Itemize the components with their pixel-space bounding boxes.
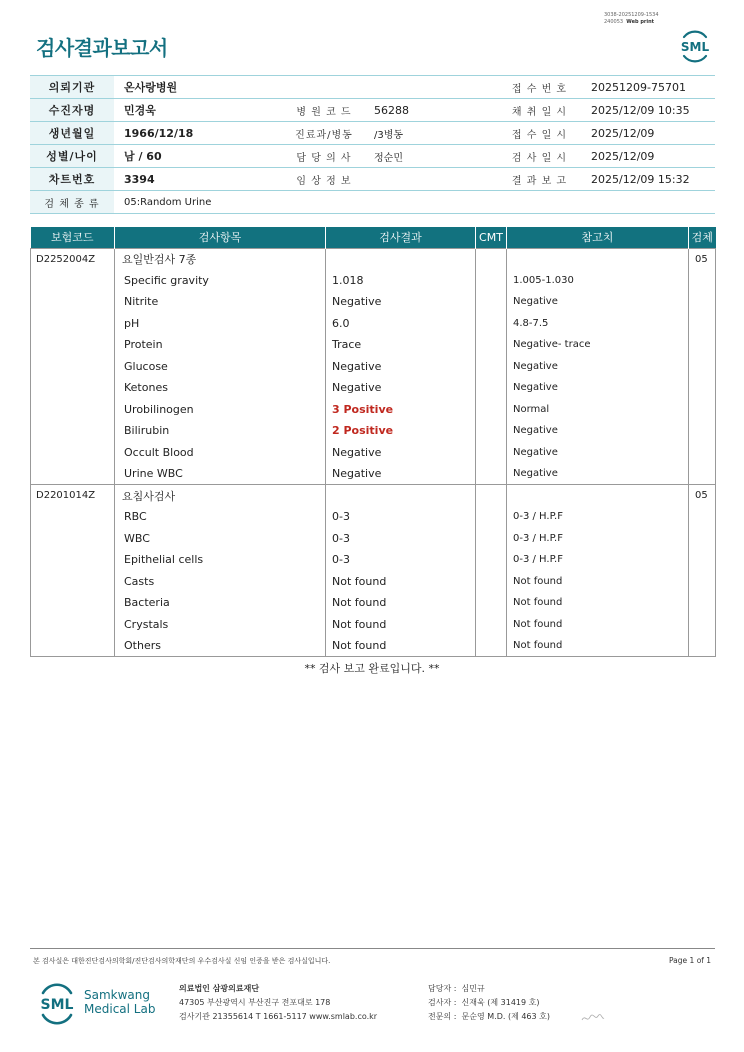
- test-group-name: 요침사검사: [115, 485, 326, 507]
- code-cell: [31, 506, 115, 528]
- tester-value: 신재욱 (제 31419 호): [461, 998, 540, 1007]
- specimen-cell: [689, 270, 716, 292]
- sml-logo-icon: [36, 980, 78, 1026]
- insurance-code: D2201014Z: [31, 485, 115, 507]
- footer-divider: [30, 948, 715, 949]
- col-header-item: 검사항목: [115, 227, 326, 248]
- brand-line1: Samkwang: [84, 988, 150, 1002]
- sml-logo-text: SML: [40, 997, 74, 1013]
- code-cell: [31, 270, 115, 292]
- completion-note: ** 검사 보고 완료입니다. **: [304, 662, 440, 675]
- cmt-cell: [476, 291, 507, 313]
- test-item-name: WBC: [115, 528, 326, 550]
- table-row: [31, 356, 716, 378]
- reference-value: Negative: [507, 420, 689, 442]
- clinical-value: [364, 168, 498, 191]
- table-row: [31, 270, 716, 292]
- result-value: Not found: [326, 571, 476, 593]
- chart-no-label: 차트번호: [30, 168, 114, 191]
- code-cell: [31, 334, 115, 356]
- info-row: [30, 168, 715, 191]
- reference-value: Not found: [507, 571, 689, 593]
- tested-value: 2025/12/09: [581, 145, 715, 168]
- test-item-name: Urine WBC: [115, 463, 326, 485]
- result-value: 0-3: [326, 528, 476, 550]
- hospital-label: 의뢰기관: [30, 76, 114, 99]
- table-row: [31, 549, 716, 571]
- reference-value: Negative: [507, 291, 689, 313]
- cmt-cell: [476, 506, 507, 528]
- code-cell: [31, 377, 115, 399]
- group-row: [31, 485, 716, 507]
- sex-age-value: 남 / 60: [114, 145, 284, 168]
- info-row: [30, 76, 715, 99]
- result-value: Not found: [326, 592, 476, 614]
- reference-value: Not found: [507, 592, 689, 614]
- test-item-name: Glucose: [115, 356, 326, 378]
- reference-value: Negative: [507, 377, 689, 399]
- table-row: [31, 334, 716, 356]
- code-cell: [31, 592, 115, 614]
- test-item-name: Protein: [115, 334, 326, 356]
- info-row: [30, 191, 715, 214]
- result-value: Not found: [326, 614, 476, 636]
- doctor-value: 정순민: [364, 145, 498, 168]
- table-row: [31, 420, 716, 442]
- cmt-cell: [476, 614, 507, 636]
- code-cell: [31, 313, 115, 335]
- org-address: 47305 부산광역시 부산진구 전포대로 178: [179, 998, 331, 1007]
- reference-value: Not found: [507, 635, 689, 657]
- brand-name: [84, 988, 155, 1016]
- specimen-cell: [689, 614, 716, 636]
- chart-no-value: 3394: [114, 168, 284, 191]
- patient-label: 수진자명: [30, 99, 114, 122]
- specimen-cell: [689, 442, 716, 464]
- receipt-no-value: 20251209-75701: [581, 76, 715, 99]
- specialist-label: 전문의 :: [428, 1012, 457, 1021]
- collected-label: 채 취 일 시: [498, 99, 581, 122]
- specimen-cell: [689, 334, 716, 356]
- specimen-cell: [689, 463, 716, 485]
- code-cell: [31, 463, 115, 485]
- table-row: [31, 399, 716, 421]
- col-header-cmt: CMT: [476, 227, 507, 248]
- info-row: [30, 122, 715, 145]
- dob-label: 생년월일: [30, 122, 114, 145]
- reference-value: Not found: [507, 614, 689, 636]
- received-label: 접 수 일 시: [498, 122, 581, 145]
- code-cell: [31, 614, 115, 636]
- specimen-cell: [689, 635, 716, 657]
- col-header-specimen: 검체: [689, 227, 716, 248]
- hospital-code-label: 병 원 코 드: [284, 99, 364, 122]
- hospital-code-value: 56288: [364, 99, 498, 122]
- cmt-cell: [476, 442, 507, 464]
- organization-info: [179, 982, 377, 1024]
- reference-cell: [507, 485, 689, 507]
- reported-label: 결 과 보 고: [498, 168, 581, 191]
- tester-label: 검사자 :: [428, 998, 457, 1007]
- cmt-cell: [476, 420, 507, 442]
- cmt-cell: [476, 592, 507, 614]
- reference-value: Negative: [507, 463, 689, 485]
- specimen-cell: [689, 528, 716, 550]
- test-item-name: Crystals: [115, 614, 326, 636]
- reference-value: 0-3 / H.P.F: [507, 549, 689, 571]
- result-value: Negative: [326, 463, 476, 485]
- cmt-cell: [476, 463, 507, 485]
- group-row: [31, 248, 716, 270]
- result-value: Negative: [326, 356, 476, 378]
- web-print-label: Web print: [626, 19, 655, 25]
- reference-value: Negative- trace: [507, 334, 689, 356]
- cmt-cell: [476, 635, 507, 657]
- result-value: 6.0: [326, 313, 476, 335]
- table-row: [31, 442, 716, 464]
- received-value: 2025/12/09: [581, 122, 715, 145]
- col-header-ref: 참고치: [507, 227, 689, 248]
- sml-logo-text: SML: [680, 40, 710, 54]
- print-code-line1: 3038-20251209-1534: [604, 12, 659, 18]
- abnormal-result-value: 2 Positive: [326, 420, 476, 442]
- print-code-line2: 240053: [604, 19, 624, 25]
- test-item-name: Urobilinogen: [115, 399, 326, 421]
- specimen-code: 05: [689, 248, 716, 270]
- staff-value: 심민규: [461, 984, 485, 993]
- table-row: [31, 506, 716, 528]
- doctor-label: 담 당 의 사: [284, 145, 364, 168]
- specimen-cell: [689, 592, 716, 614]
- specimen-cell: [689, 291, 716, 313]
- cmt-cell: [476, 313, 507, 335]
- test-group-name: 요일반검사 7종: [115, 248, 326, 270]
- table-row: [31, 291, 716, 313]
- reference-value: 1.005-1.030: [507, 270, 689, 292]
- result-cell: [326, 485, 476, 507]
- results-header-row: [31, 227, 716, 248]
- page-number: Page 1 of 1: [669, 956, 712, 965]
- reference-value: 4.8-7.5: [507, 313, 689, 335]
- code-cell: [31, 635, 115, 657]
- cmt-cell: [476, 356, 507, 378]
- test-item-name: Occult Blood: [115, 442, 326, 464]
- hospital-value: 온사랑병원: [114, 76, 498, 99]
- signature-icon: [580, 1012, 606, 1024]
- dept-value: /3병동: [364, 122, 498, 145]
- col-header-code: 보험코드: [31, 227, 115, 248]
- result-value: Negative: [326, 442, 476, 464]
- test-item-name: Casts: [115, 571, 326, 593]
- results-body: [31, 248, 716, 657]
- specimen-cell: [689, 549, 716, 571]
- reference-value: Negative: [507, 442, 689, 464]
- insurance-code: D2252004Z: [31, 248, 115, 270]
- sex-age-label: 성별/나이: [30, 145, 114, 168]
- tested-label: 검 사 일 시: [498, 145, 581, 168]
- test-item-name: Specific gravity: [115, 270, 326, 292]
- table-row: [31, 592, 716, 614]
- reported-value: 2025/12/09 15:32: [581, 168, 715, 191]
- table-row: [31, 614, 716, 636]
- specialist-value: 문순영 M.D. (제 463 호): [461, 1012, 551, 1021]
- results-table: [30, 227, 716, 657]
- specimen-value: 05:Random Urine: [114, 191, 715, 214]
- info-row: [30, 99, 715, 122]
- reference-cell: [507, 248, 689, 270]
- table-row: [31, 635, 716, 657]
- patient-value: 민경욱: [114, 99, 284, 122]
- org-name: 의료법인 삼광의료재단: [179, 984, 260, 993]
- print-code: [604, 12, 659, 26]
- test-item-name: pH: [115, 313, 326, 335]
- cmt-cell: [476, 377, 507, 399]
- code-cell: [31, 442, 115, 464]
- test-item-name: Bilirubin: [115, 420, 326, 442]
- result-value: Trace: [326, 334, 476, 356]
- collected-value: 2025/12/09 10:35: [581, 99, 715, 122]
- specimen-label: 검 체 종 류: [30, 191, 114, 214]
- result-value: Negative: [326, 377, 476, 399]
- dob-value: 1966/12/18: [114, 122, 284, 145]
- cmt-cell: [476, 248, 507, 270]
- table-row: [31, 528, 716, 550]
- reference-value: Normal: [507, 399, 689, 421]
- code-cell: [31, 571, 115, 593]
- info-row: [30, 145, 715, 168]
- result-value: 0-3: [326, 506, 476, 528]
- receipt-no-label: 접 수 번 호: [498, 76, 581, 99]
- specimen-cell: [689, 313, 716, 335]
- code-cell: [31, 420, 115, 442]
- result-value: 0-3: [326, 549, 476, 571]
- specimen-code: 05: [689, 485, 716, 507]
- reference-value: 0-3 / H.P.F: [507, 506, 689, 528]
- test-item-name: Others: [115, 635, 326, 657]
- code-cell: [31, 528, 115, 550]
- col-header-result: 검사결과: [326, 227, 476, 248]
- clinical-label: 임 상 정 보: [284, 168, 364, 191]
- reference-value: 0-3 / H.P.F: [507, 528, 689, 550]
- table-row: [31, 377, 716, 399]
- test-item-name: Nitrite: [115, 291, 326, 313]
- cmt-cell: [476, 528, 507, 550]
- cmt-cell: [476, 270, 507, 292]
- code-cell: [31, 399, 115, 421]
- dept-label: 진료과/병동: [284, 122, 364, 145]
- page-title: 검사결과보고서: [36, 36, 168, 60]
- code-cell: [31, 356, 115, 378]
- staff-info: [428, 982, 550, 1024]
- result-cell: [326, 248, 476, 270]
- test-item-name: Epithelial cells: [115, 549, 326, 571]
- specimen-cell: [689, 377, 716, 399]
- cmt-cell: [476, 399, 507, 421]
- test-item-name: Ketones: [115, 377, 326, 399]
- result-value: 1.018: [326, 270, 476, 292]
- sml-logo-icon: [676, 26, 714, 64]
- table-row: [31, 313, 716, 335]
- cmt-cell: [476, 485, 507, 507]
- patient-info-table: [30, 75, 715, 214]
- reference-value: Negative: [507, 356, 689, 378]
- cmt-cell: [476, 549, 507, 571]
- certification-note: 본 검사실은 대한진단검사의학회/진단검사의학재단의 우수검사실 신임 인증을 받은 검사실입니다.: [33, 957, 331, 965]
- specimen-cell: [689, 506, 716, 528]
- code-cell: [31, 549, 115, 571]
- table-row: [31, 463, 716, 485]
- test-item-name: RBC: [115, 506, 326, 528]
- staff-label: 담당자 :: [428, 984, 457, 993]
- cmt-cell: [476, 334, 507, 356]
- specimen-cell: [689, 571, 716, 593]
- cmt-cell: [476, 571, 507, 593]
- result-value: Negative: [326, 291, 476, 313]
- abnormal-result-value: 3 Positive: [326, 399, 476, 421]
- result-value: Not found: [326, 635, 476, 657]
- org-contact: 검사기관 21355614 T 1661-5117 www.smlab.co.kr: [179, 1012, 378, 1021]
- brand-line2: Medical Lab: [84, 1002, 156, 1016]
- table-row: [31, 571, 716, 593]
- code-cell: [31, 291, 115, 313]
- specimen-cell: [689, 356, 716, 378]
- test-item-name: Bacteria: [115, 592, 326, 614]
- specimen-cell: [689, 399, 716, 421]
- specimen-cell: [689, 420, 716, 442]
